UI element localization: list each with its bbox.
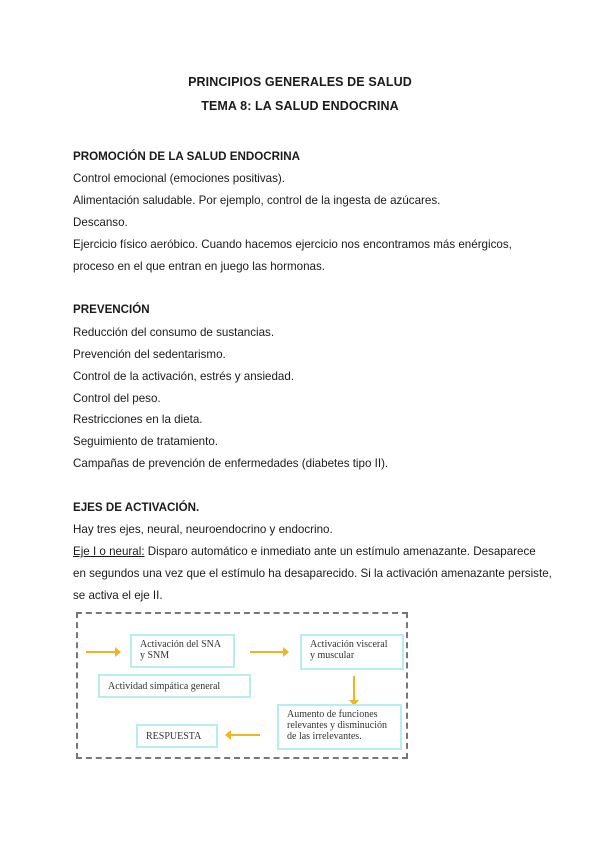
eje1-line <box>73 545 536 558</box>
eje1-line: se activa el eje II. <box>73 589 163 602</box>
diagram-box-sna: Activación del SNA y SNM <box>130 634 235 668</box>
eje1-text: Disparo automático e inmediato ante un estímulo amenazante. Desaparece <box>144 545 536 558</box>
diagram-box-respuesta: RESPUESTA <box>136 724 218 748</box>
arrow-right-icon <box>86 651 116 653</box>
promocion-line: Alimentación saludable. Por ejemplo, control de la ingesta de azúcares. <box>73 194 441 207</box>
promocion-line: Descanso. <box>73 216 128 229</box>
arrow-right-icon <box>250 651 284 653</box>
section-heading-ejes: EJES DE ACTIVACIÓN. <box>73 501 200 514</box>
promocion-line: proceso en el que entran en juego las hormonas. <box>73 260 326 273</box>
promocion-line: Ejercicio físico aeróbico. Cuando hacemos ejercicio nos encontramos más enérgicos, <box>73 238 512 251</box>
diagram-box-visceral: Activación visceral y muscular <box>300 634 404 670</box>
prevencion-line: Prevención del sedentarismo. <box>73 348 226 361</box>
promocion-line: Control emocional (emociones positivas). <box>73 172 285 185</box>
section-heading-prevencion: PREVENCIÓN <box>73 303 150 316</box>
document-subtitle: TEMA 8: LA SALUD ENDOCRINA <box>201 99 399 113</box>
eje1-label: Eje I o neural: <box>73 545 145 558</box>
prevencion-line: Reducción del consumo de sustancias. <box>73 326 275 339</box>
section-heading-promocion: PROMOCIÓN DE LA SALUD ENDOCRINA <box>73 150 300 163</box>
prevencion-line: Control del peso. <box>73 392 161 405</box>
document-title: PRINCIPIOS GENERALES DE SALUD <box>188 75 412 89</box>
diagram-box-simpatica: Actividad simpática general <box>98 674 251 698</box>
arrow-down-icon <box>353 676 355 701</box>
diagram-box-funciones: Aumento de funciones relevantes y disminución de las irrelevantes. <box>277 704 402 750</box>
prevencion-line: Seguimiento de tratamiento. <box>73 435 219 448</box>
eje1-line: en segundos una vez que el estímulo ha desaparecido. Si la activación amenazante persiste, <box>73 567 552 580</box>
prevencion-line: Restricciones en la dieta. <box>73 413 203 426</box>
ejes-intro: Hay tres ejes, neural, neuroendocrino y endocrino. <box>73 523 333 536</box>
prevencion-line: Campañas de prevención de enfermedades (diabetes tipo II). <box>73 457 389 470</box>
arrow-left-icon <box>230 734 260 736</box>
activation-diagram <box>76 612 408 759</box>
prevencion-line: Control de la activación, estrés y ansiedad. <box>73 370 295 383</box>
